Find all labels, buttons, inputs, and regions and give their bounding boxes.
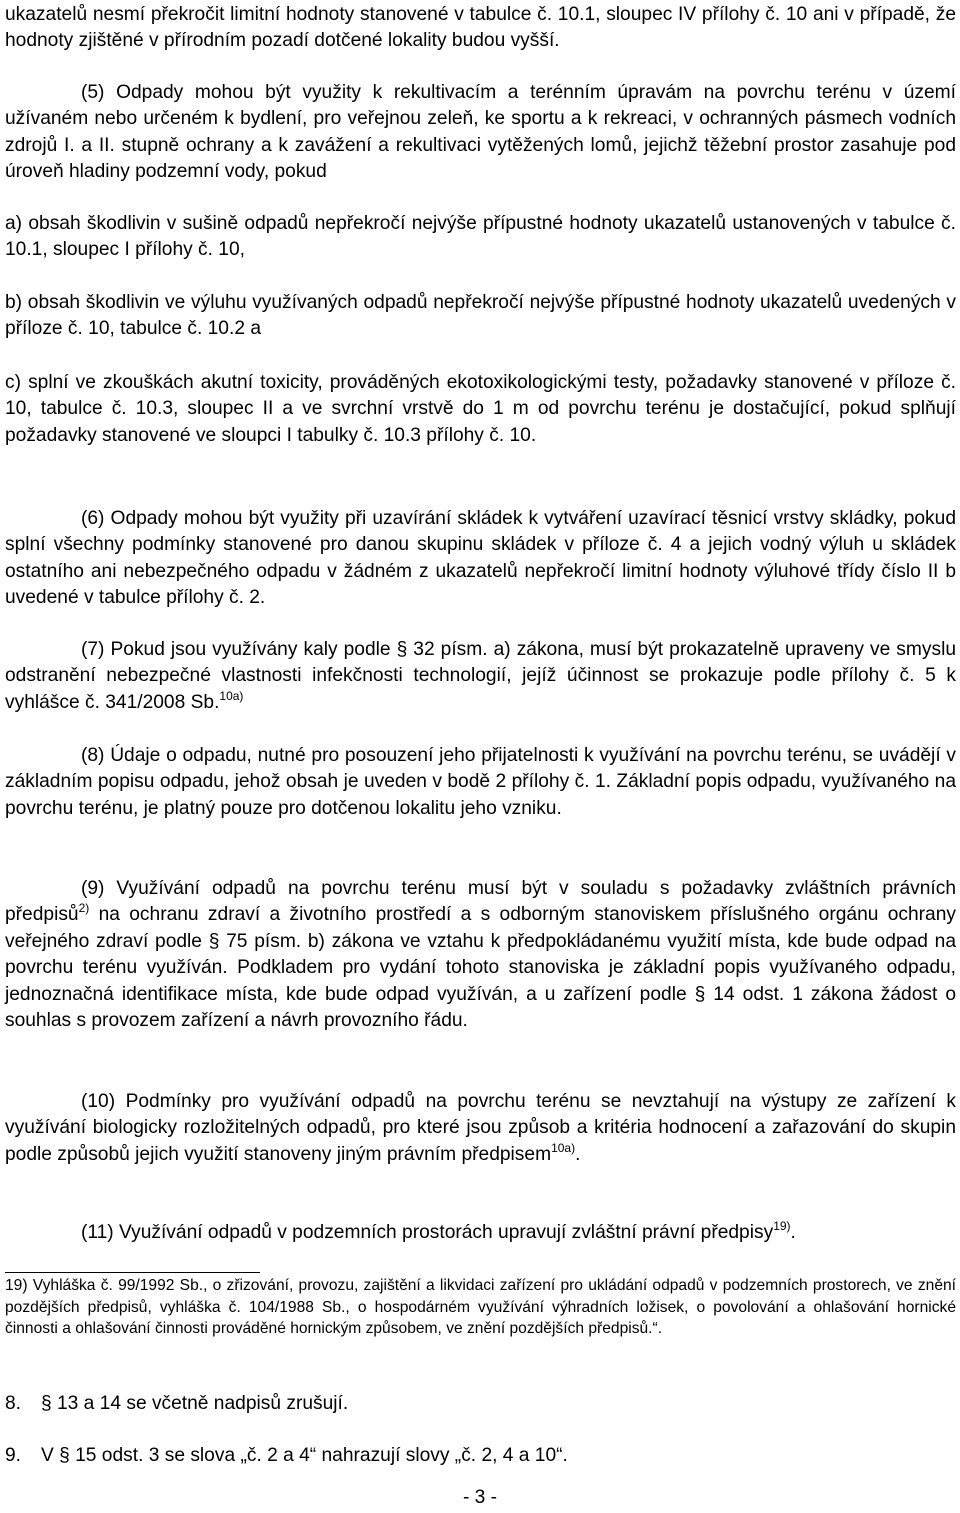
footnote-19: 19) Vyhláška č. 99/1992 Sb., o zřizování, provozu, zajištění a likvidaci zařízení pro ukládání odpadů v podzemních prostorech, ve znění pozdějších předpisů, vyhláška č. 104/1988 Sb., o hospodárném využívání výhradních ložisek, o povolování a ohlašování hornické činnosti a ohlašování činnosti prováděné hornickým způsobem, ve znění pozdějších předpisů.“. xyxy=(5,1277,956,1338)
section-5-b xyxy=(5,290,956,343)
para-5-item-a: a) obsah škodlivin v sušině odpadů nepřekročí nejvýše přípustné hodnoty ukazatelů ustanovených v tabulce č. 10.1, sloupec I přílohy č. 10, xyxy=(5,213,956,261)
para-7-text: (7) Pokud jsou využívány kaly podle § 32 písm. a) zákona, musí být prokazatelně upraveny ve smyslu odstranění nebezpečné vlastnosti infekčnosti technologií, jejíž účinnost se prokazuje podle přílohy č. 5 k vyhlášce č. 341/2008 Sb. xyxy=(5,639,956,713)
para-9-paragraph xyxy=(5,876,956,1034)
para-5-item-b: b) obsah škodlivin ve výluhu využívaných odpadů nepřekročí nejvýše přípustné hodnoty ukazatelů uvedených v příloze č. 10, tabulce č. 10.2 a xyxy=(5,292,956,340)
section-10 xyxy=(5,1089,956,1168)
item-8 xyxy=(5,1391,956,1417)
item-9-text: V § 15 odst. 3 se slova „č. 2 a 4“ nahrazují slovy „č. 2, 4 a 10“. xyxy=(41,1445,568,1466)
para-8-text: (8) Údaje o odpadu, nutné pro posouzení jeho přijatelnosti k využívání na povrchu terénu, se uvádějí v základním popisu odpadu, jehož obsah je uveden v bodě 2 přílohy č. 1. Základní popis odpadu, využívaného na povrchu terénu, je platný pouze pro dotčenou lokalitu jeho vzniku. xyxy=(5,745,956,819)
para-5-text: (5) Odpady mohou být využity k rekultivacím a terénním úpravám na povrchu terénu v území užívaném nebo určeném k bydlení, pro veřejnou zeleň, ke sportu a k rekreaci, v ochranných pásmech vodních zdrojů I. a II. stupně ochrany a k zavážení a rekultivaci vytěžených lomů, jejichž těžební prostor zasahuje pod úroveň hladiny podzemní vody, pokud xyxy=(5,82,956,183)
item-8-line xyxy=(5,1391,956,1417)
para-7-paragraph xyxy=(5,637,956,716)
para-10-text: (10) Podmínky pro využívání odpadů na povrchu terénu se nevztahují na výstupy ze zařízení k využívání biologicky rozložitelných odpadů, pro které jsou způsob a kritéria hodnocení a zařazování do skupin podle způsobů jejich využití stanoveny jiným právním předpisem xyxy=(5,1091,956,1165)
para-11-end: . xyxy=(790,1222,796,1243)
section-6 xyxy=(5,506,956,612)
intro-text: ukazatelů nesmí překročit limitní hodnoty stanovené v tabulce č. 10.1, sloupec IV přílohy č. 10 ani v případě, že hodnoty zjištěné v přírodním pozadí dotčené lokality budou vyšší. xyxy=(5,4,956,52)
item-9-line xyxy=(5,1443,956,1469)
para-9-text-a: (9) Využívání odpadů na povrchu terénu musí být v souladu s požadavky zvláštních právních předpisů xyxy=(5,878,956,926)
footnote-ref-19: 19) xyxy=(773,1219,791,1233)
para-9-text-b: na ochranu zdraví a životního prostředí a s odborným stanoviskem příslušného orgánu ochrany veřejného zdraví podle § 75 písm. b) zákona ve vztahu k předpokládanému využití místa, kde bude odpad na povrchu terénu využíván. Podkladem pro vydání tohoto stanoviska je základní popis využívaného odpadu, jednoznačná identifikace místa, kde bude odpad využíván, a u zařízení podle § 14 odst. 1 zákona žádost o souhlas s provozem zařízení a návrh provozního řádu. xyxy=(5,904,956,1032)
section-5 xyxy=(5,80,956,186)
section-8 xyxy=(5,743,956,822)
footnote-block xyxy=(5,1272,956,1340)
para-11-text: (11) Využívání odpadů v podzemních prostorách upravují zvláštní právní předpisy xyxy=(81,1222,774,1243)
intro-paragraph xyxy=(5,2,956,55)
page-number: - 3 - xyxy=(462,1487,498,1508)
footnote-ref-2: 2) xyxy=(78,901,90,916)
section-5-a xyxy=(5,211,956,264)
para-10-end: . xyxy=(575,1143,581,1165)
footnote-ref-10a-b: 10a) xyxy=(551,1140,576,1155)
para-10-paragraph xyxy=(5,1089,956,1168)
section-11 xyxy=(5,1220,956,1246)
item-8-text: § 13 a 14 se včetně nadpisů zrušují. xyxy=(41,1393,349,1414)
para-5-item-c: c) splní ve zkouškách akutní toxicity, prováděných ekotoxikologickými testy, požadavky stanovené v příloze č. 10, tabulce č. 10.3, sloupec II a ve svrchní vrstvě do 1 m od povrchu terénu je dostačující, pokud splňují požadavky stanovené ve sloupci I tabulky č. 10.3 přílohy č. 10. xyxy=(5,372,956,446)
section-5-c xyxy=(5,370,956,449)
para-6-text: (6) Odpady mohou být využity při uzavírání skládek k vytváření uzavírací těsnicí vrstvy skládky, pokud splní všechny podmínky stanovené pro danou skupinu skládek v příloze č. 4 a jejich vodný výluh u skládek ostatního ani nebezpečného odpadu v žádném z ukazatelů nepřekročí limitní hodnoty výluhové třídy číslo II b uvedené v tabulce přílohy č. 2. xyxy=(5,508,956,609)
item-8-number: 8. xyxy=(5,1393,22,1414)
section-9 xyxy=(5,876,956,1034)
item-9-number: 9. xyxy=(5,1445,22,1466)
section-7 xyxy=(5,637,956,716)
para-11-paragraph xyxy=(5,1220,956,1246)
footnote-separator xyxy=(5,1272,260,1273)
item-9 xyxy=(5,1443,956,1469)
footnote-ref-10a: 10a) xyxy=(219,688,244,703)
